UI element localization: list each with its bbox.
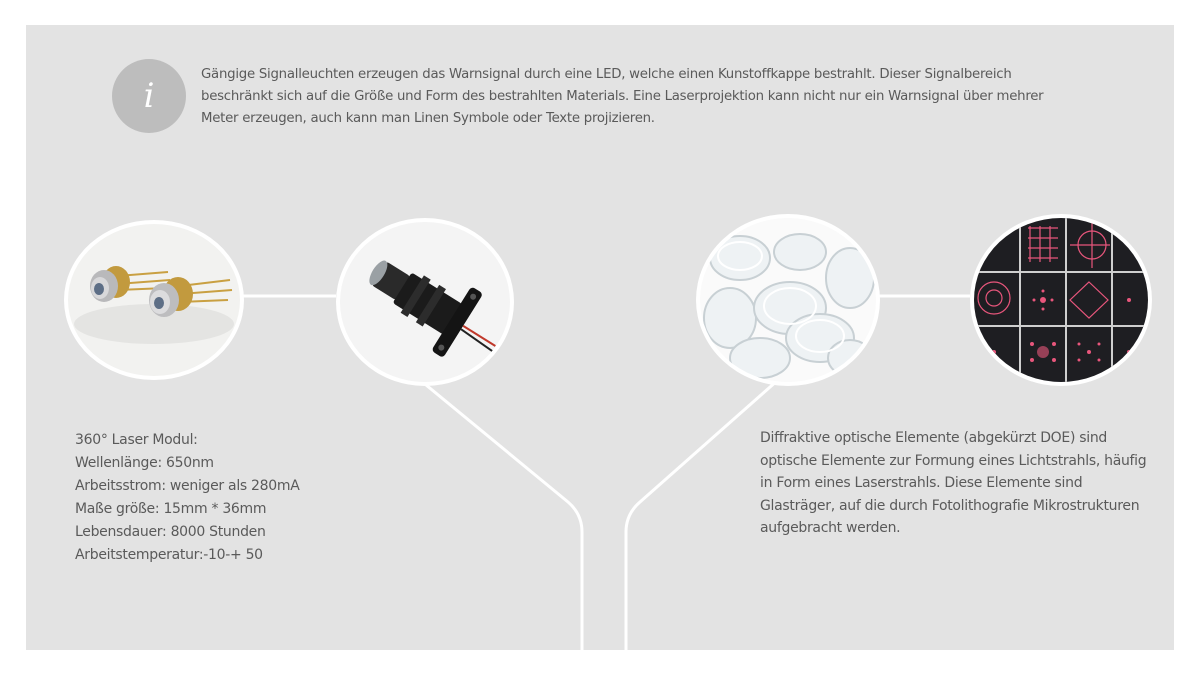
laser-diodes-photo [64,220,244,380]
laser-module-specs [75,429,300,567]
spec-line: Lebensdauer: 8000 Stunden [75,524,266,540]
laser-module-photo [336,218,514,386]
doe-description: Diffraktive optische Elemente (abgekürzt DOE) sind optische Elemente zur Formung eines Lichtstrahls, häufig in Form eines Laserstrahls. Diese Elemente sind Glasträger, auf die durch Fotolithografie Mikrostrukturen aufgebracht werden. [760,430,1147,536]
info-glyph: i [143,76,155,116]
intro-text: Gängige Signalleuchten erzeugen das Warnsignal durch eine LED, welche einen Kunstoffkappe bestrahlt. Dieser Signalbereich beschränkt sich auf die Größe und Form des bestrahlten Materials. Eine Laserprojektion kann nicht nur ein Warnsignal über mehrer Meter erzeugen, auch kann man Linen Symbole oder Texte projizieren. [201,67,1044,126]
spec-line: Wellenlänge: 650nm [75,455,214,471]
spec-line: Arbeitstemperatur:-10-+ 50 [75,547,263,563]
spec-line: Maße größe: 15mm * 36mm [75,501,267,517]
spec-line: 360° Laser Modul: [75,432,198,448]
glass-lenses-photo [696,214,880,386]
doe-patterns-photo [970,214,1152,386]
spec-line: Arbeitsstrom: weniger als 280mA [75,478,300,494]
